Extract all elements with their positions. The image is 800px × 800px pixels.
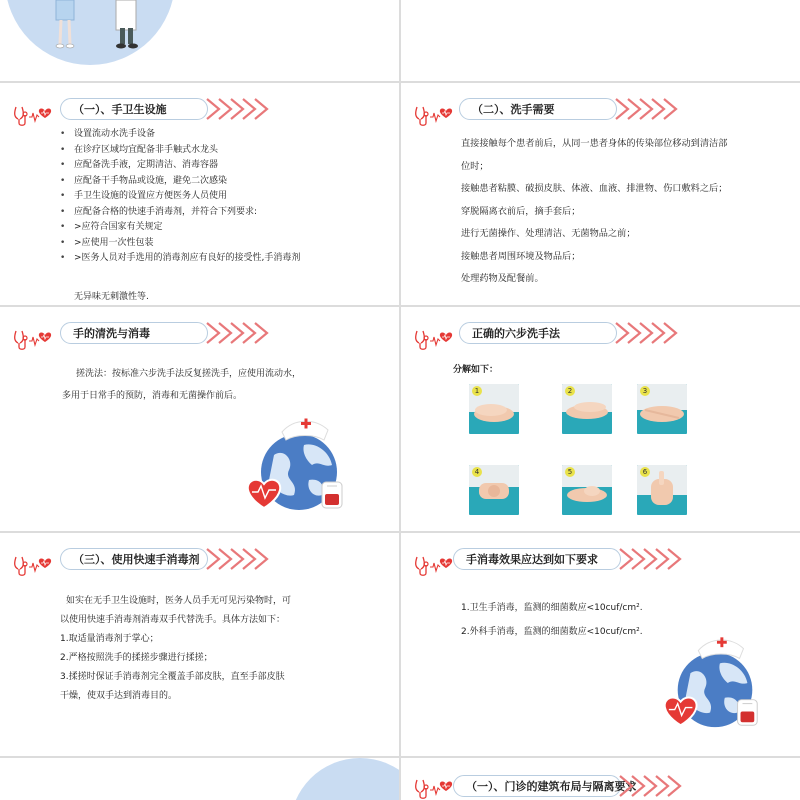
list-item: • 应配备洗手液，定期清洁、消毒容器 <box>60 158 300 174</box>
text-line: 2.外科手消毒，监测的细菌数应<10cuf/cm². <box>461 627 643 637</box>
step-photo <box>562 384 612 434</box>
step-number: 4 <box>472 467 482 477</box>
slide-effect-requirements <box>401 533 800 756</box>
slide-handwash-needs <box>401 83 800 305</box>
text-line: 2.严格按照洗手的揉搓步骤进行揉搓； <box>60 653 213 663</box>
slide-quick-disinfectant <box>0 533 399 756</box>
clean-text <box>62 363 301 407</box>
step-number: 1 <box>472 386 482 396</box>
medical-logo-icon <box>12 327 52 351</box>
slide-title: （一）、门诊的建筑布局与隔离要求 <box>453 775 621 797</box>
chevron-arrows-icon <box>618 547 688 571</box>
medical-logo-icon <box>12 103 52 127</box>
list-item: • >应使用一次性包装 <box>60 236 300 252</box>
text-line: 1.取适量消毒剂于掌心； <box>60 634 159 644</box>
chevron-arrows-icon <box>614 321 684 345</box>
list-item: • >医务人员对手选用的消毒剂应有良好的接受性,手消毒剂 <box>60 251 300 267</box>
step-photo <box>637 465 687 515</box>
text-line: 直接接触每个患者前后，从同一患者身体的传染部位移动到清洁部 <box>461 138 728 149</box>
text-line: 3.揉搓时保证手消毒剂完全覆盖手部皮肤，直至手部皮肤 <box>60 672 285 682</box>
list-item: • 在诊疗区域均宜配备非手触式水龙头 <box>60 143 300 159</box>
text-line: 以使用快速手消毒剂消毒双手代替洗手。具体方法如下： <box>60 615 286 625</box>
slide-partial-bottom <box>0 758 399 800</box>
list-item: • 手卫生设施的设置应方便医务人员使用 <box>60 189 300 205</box>
globe-illustration <box>240 410 358 520</box>
slide-blank-top <box>401 0 800 81</box>
step-photo <box>562 465 612 515</box>
step-number: 2 <box>565 386 575 396</box>
step-number: 6 <box>640 467 650 477</box>
slide-clinic-layout <box>401 758 800 800</box>
step-number: 3 <box>640 386 650 396</box>
text-line: 接触患者粘膜、破损皮肤、体液、血液、排泄物、伤口敷料之后； <box>461 183 728 194</box>
chevron-arrows-icon <box>614 97 684 121</box>
medical-logo-icon <box>12 553 52 577</box>
step-photo <box>637 384 687 434</box>
medical-logo-icon <box>413 776 453 800</box>
chevron-arrows-icon <box>618 774 688 798</box>
text-line: 位时； <box>461 160 489 172</box>
slide-title: （三）、使用快速手消毒剂 <box>60 548 208 570</box>
globe-illustration <box>657 629 773 737</box>
step-number: 5 <box>565 467 575 477</box>
medical-logo-icon <box>413 327 453 351</box>
text-line: 干燥，使双手达到消毒目的。 <box>60 691 178 701</box>
text-line: 穿脱隔离衣前后，摘手套后； <box>461 205 581 217</box>
chevron-arrows-icon <box>205 97 275 121</box>
slide-title: 手的清洗与消毒 <box>60 322 208 344</box>
decorative-circle <box>0 758 399 800</box>
step-photo <box>469 384 519 434</box>
list-item: • 应配备干手物品或设施，避免二次感染 <box>60 174 300 190</box>
subtitle: 分解如下： <box>453 365 499 375</box>
slide-title: （一）、手卫生设施 <box>60 98 208 120</box>
needs-text <box>461 133 727 291</box>
medical-logo-icon <box>413 553 453 577</box>
list-item: • 设置流动水洗手设备 <box>60 127 300 143</box>
text-line: 接触患者周围环境及物品后； <box>461 250 581 262</box>
text-line: 搓洗法：按标准六步洗手法反复搓洗手，应使用流动水， <box>76 369 302 379</box>
text-line: 进行无菌操作、处理清洁、无菌物品之前； <box>461 228 636 239</box>
slide-hand-hygiene-facilities <box>0 83 399 305</box>
text-line: 1.卫生手消毒，监测的细菌数应<10cuf/cm². <box>461 603 643 613</box>
list-item-continuation: 无异味无刺激性等. <box>74 292 149 302</box>
text-line: 如实在无手卫生设施时，医务人员手无可见污染物时，可 <box>66 596 292 606</box>
list-item: • 应配备合格的快速手消毒剂，并符合下列要求: <box>60 205 300 221</box>
list-item: • >应符合国家有关规定 <box>60 220 300 236</box>
requirements-text <box>461 596 643 644</box>
medical-logo-icon <box>413 103 453 127</box>
chevron-arrows-icon <box>205 547 275 571</box>
slide-title: 正确的六步洗手法 <box>459 322 617 344</box>
facility-list <box>60 127 300 267</box>
slide-cover-partial <box>0 0 399 81</box>
slide-six-steps <box>401 307 800 531</box>
slide-clean-disinfect <box>0 307 399 531</box>
quick-text <box>60 592 291 706</box>
cover-illustration <box>0 0 399 81</box>
text-line: 处理药物及配餐前。 <box>461 273 544 284</box>
step-photo <box>469 465 519 515</box>
chevron-arrows-icon <box>205 321 275 345</box>
slide-title: （二）、洗手需要 <box>459 98 617 120</box>
text-line: 多用于日常手的预防，消毒和无菌操作前后。 <box>62 391 243 401</box>
slide-title: 手消毒效果应达到如下要求 <box>453 548 621 570</box>
